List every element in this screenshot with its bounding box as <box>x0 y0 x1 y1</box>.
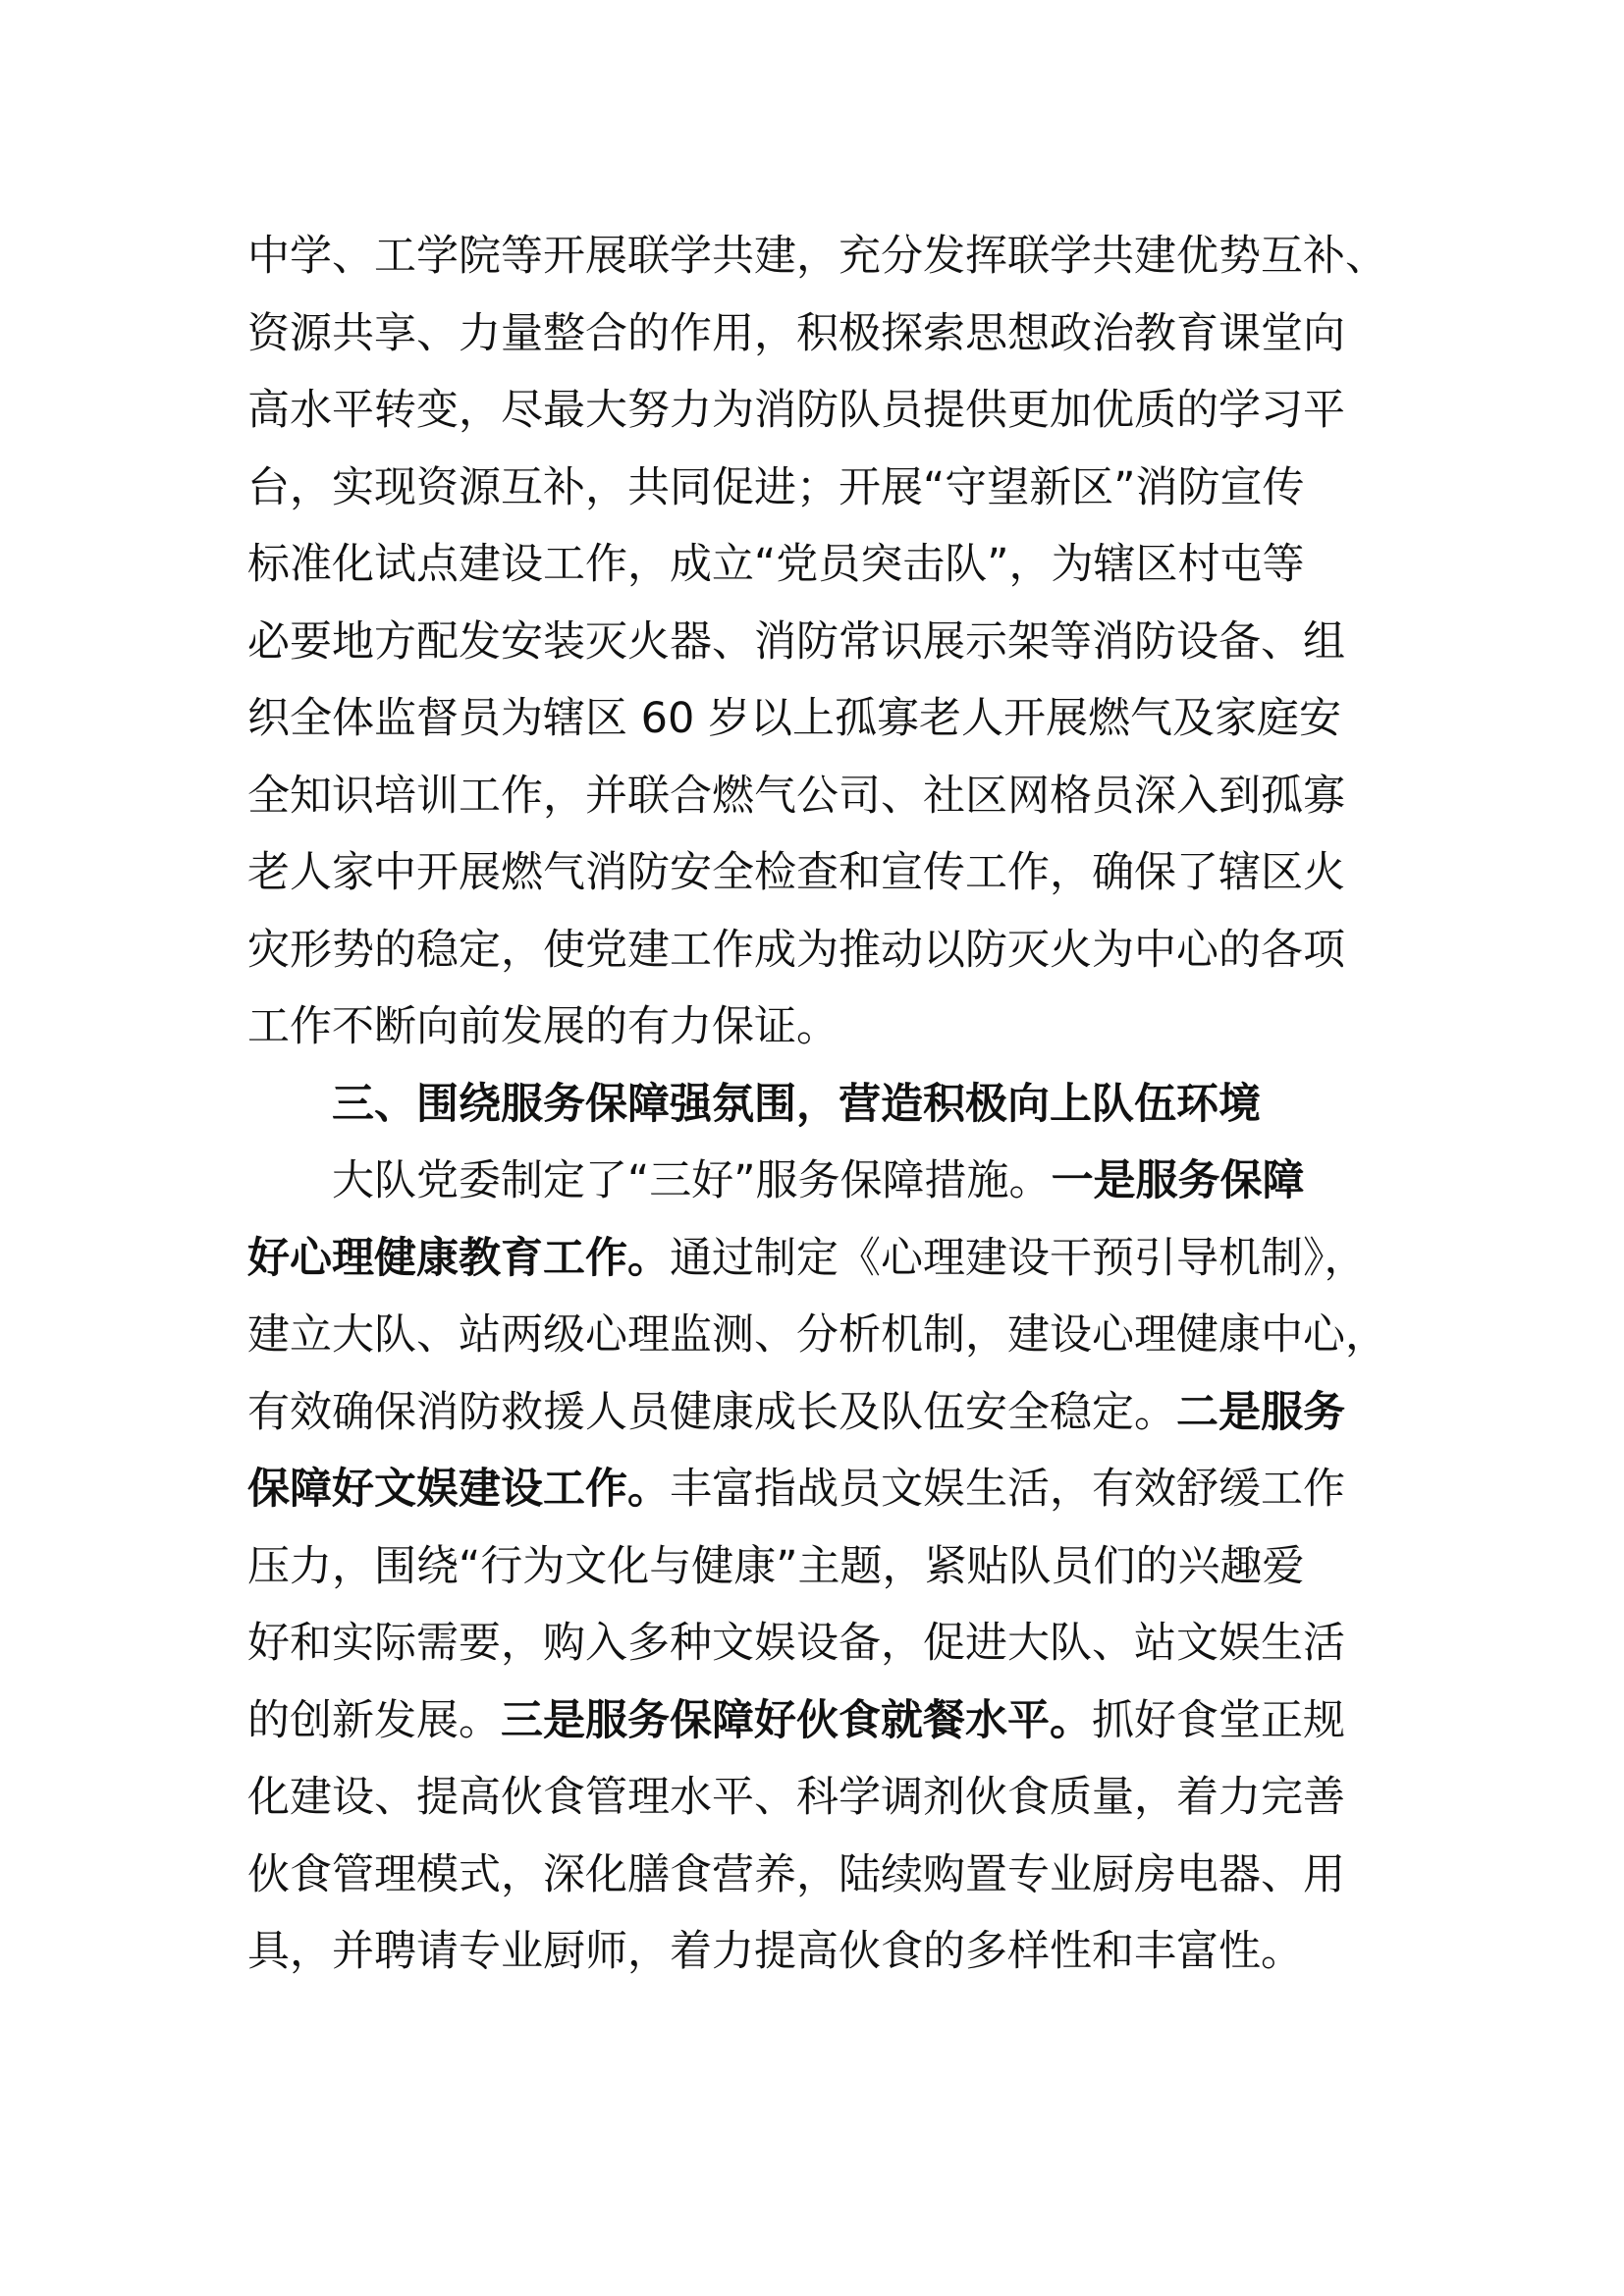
paragraph-line: 全知识培训工作，并联合燃气公司、社区网格员深入到孤寡 <box>247 771 1345 821</box>
paragraph-line <box>247 1220 1406 1298</box>
text-run: 的创新发展。 <box>247 1695 501 1745</box>
paragraph-line: 化建设、提高伙食管理水平、科学调剂伙食质量，着力完善 <box>247 1773 1345 1822</box>
paragraph-line: 具，并聘请专业厨师，着力提高伙食的多样性和丰富性。 <box>247 1927 1303 1976</box>
paragraph-line <box>247 1451 1406 1528</box>
paragraph-line: 工作不断向前发展的有力保证。 <box>247 1002 839 1051</box>
paragraph-line: 灾形势的稳定，使党建工作成为推动以防灭火为中心的各项 <box>247 925 1345 975</box>
paragraph-line: 中学、工学院等开展联学共建，充分发挥联学共建优势互补、 <box>247 232 1387 281</box>
text-run: 有效确保消防救援人员健康成长及队伍安全稳定。 <box>247 1387 1176 1437</box>
bold-text-run: 一是服务保障 <box>1051 1156 1305 1205</box>
text-column <box>247 218 1406 1991</box>
bold-text-run: 三是服务保障好伙食就餐水平。 <box>501 1695 1092 1745</box>
bold-text-run: 二是服务 <box>1176 1387 1345 1437</box>
bold-text-run: 保障好文娱建设工作。 <box>247 1465 670 1514</box>
paragraph-line: 高水平转变，尽最大努力为消防队员提供更加优质的学习平 <box>247 386 1345 435</box>
text-run: 大队党委制定了“三好”服务保障措施。 <box>332 1156 1052 1205</box>
paragraph-line: 老人家中开展燃气消防安全检查和宣传工作，确保了辖区火 <box>247 848 1345 897</box>
section-heading: 三、围绕服务保障强氛围，营造积极向上队伍环境 <box>332 1079 1261 1129</box>
paragraph-line: 标准化试点建设工作，成立“党员突击队”，为辖区村屯等 <box>247 540 1305 589</box>
paragraph-line: 织全体监督员为辖区 60 岁以上孤寡老人开展燃气及家庭安 <box>247 694 1342 743</box>
text-run: 丰富指战员文娱生活，有效舒缓工作 <box>670 1465 1345 1514</box>
paragraph-line: 好和实际需要，购入多种文娱设备，促进大队、站文娱生活 <box>247 1619 1345 1668</box>
paragraph-line: 资源共享、力量整合的作用，积极探索思想政治教育课堂向 <box>247 308 1345 358</box>
paragraph-line: 必要地方配发安装灭火器、消防常识展示架等消防设备、组 <box>247 616 1345 667</box>
text-run: 通过制定《心理建设干预引导机制》， <box>670 1233 1367 1283</box>
text-run: 抓好食堂正规 <box>1092 1695 1345 1745</box>
paragraph-line <box>247 1143 1406 1220</box>
paragraph-line <box>247 1682 1406 1760</box>
paragraph-line <box>247 1374 1406 1452</box>
paragraph-line: 伙食管理模式，深化膳食营养，陆续购置专业厨房电器、用 <box>247 1849 1345 1899</box>
paragraph-line: 压力，围绕“行为文化与健康”主题，紧贴队员们的兴趣爱 <box>247 1541 1305 1591</box>
bold-text-run: 好心理健康教育工作。 <box>247 1233 670 1283</box>
paragraph-line: 台，实现资源互补，共同促进；开展“守望新区”消防宣传 <box>247 462 1305 512</box>
paragraph-line: 建立大队、站两级心理监测、分析机制，建设心理健康中心， <box>247 1310 1387 1360</box>
